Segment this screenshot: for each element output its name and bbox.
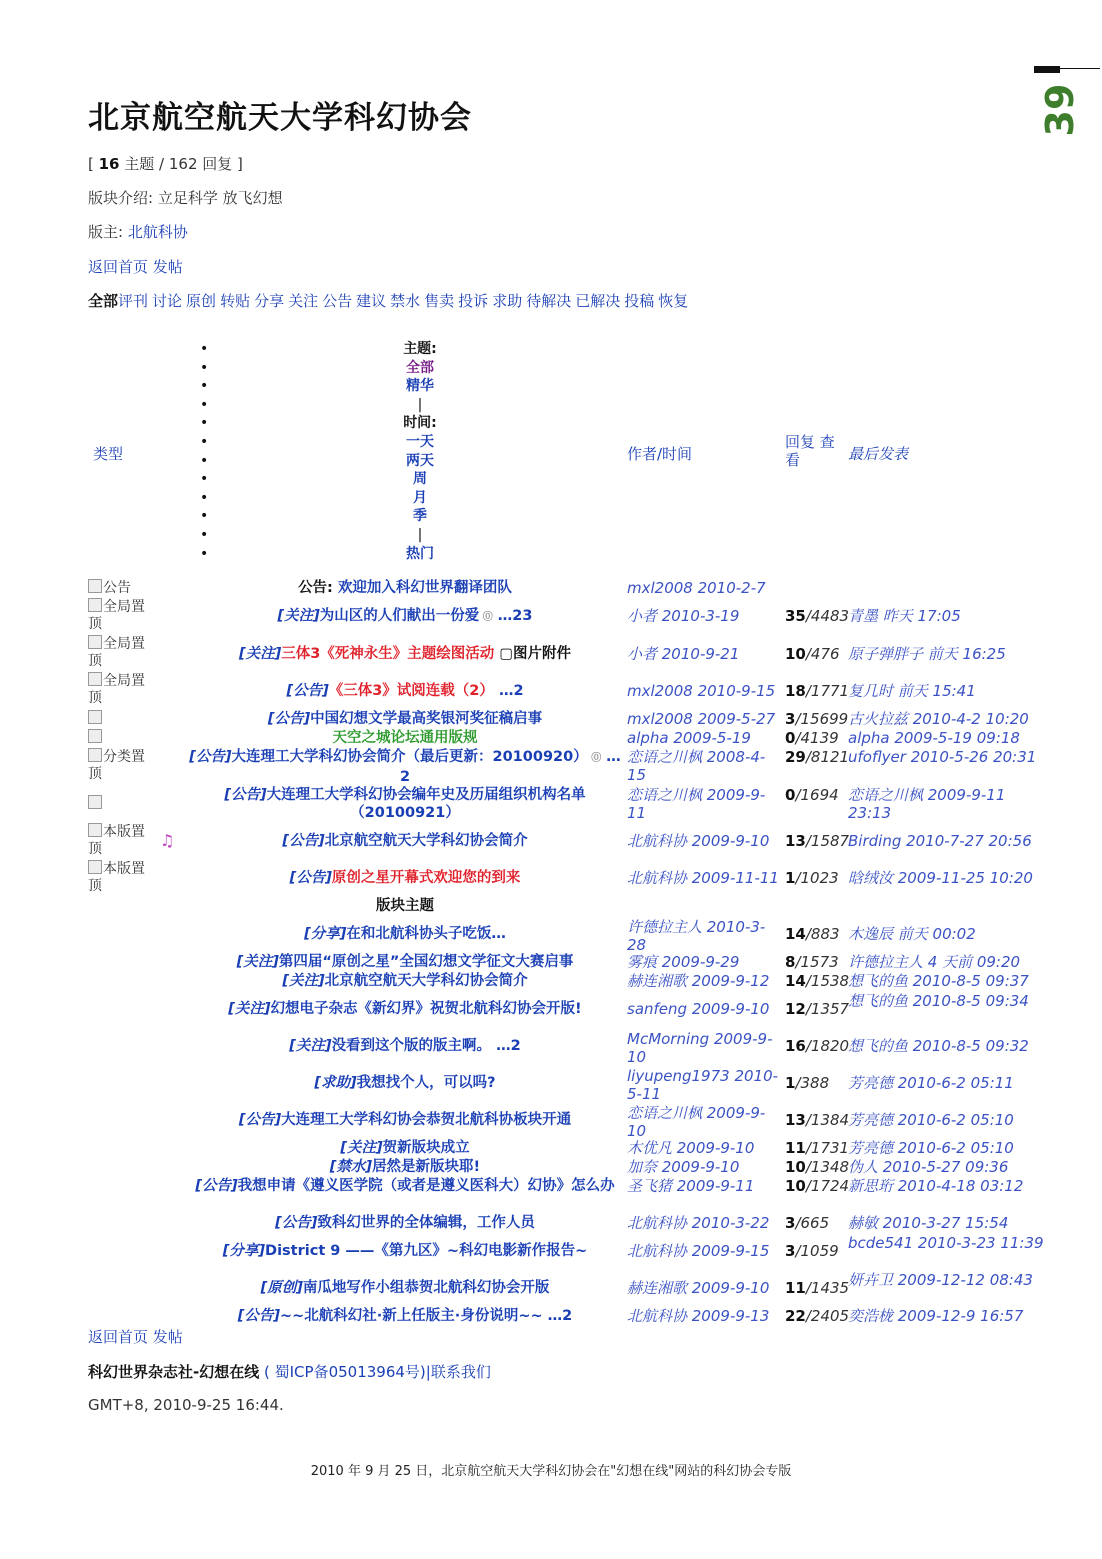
home-link[interactable]: 返回首页 <box>88 258 149 276</box>
broken-image-icon <box>88 860 102 874</box>
thread-reply-count <box>785 1279 849 1297</box>
thread-title-link[interactable]: 大连理工大学科幻协会恭贺北航科协板块开通 <box>281 1112 572 1128</box>
broken-image-icon <box>88 672 102 686</box>
separator: | <box>417 396 423 413</box>
thread-icon <box>88 635 158 670</box>
thread-reply-count <box>785 1074 829 1092</box>
filter-item[interactable]: 建议 <box>356 292 387 310</box>
reply-count: 8 <box>785 953 796 971</box>
page-links[interactable]: …2 <box>542 1308 573 1324</box>
bullet: • <box>200 508 209 525</box>
thread-subject <box>185 1279 625 1297</box>
filter-item[interactable]: 投稿 <box>624 292 655 310</box>
forum-moderator: 版主: 北航科协 <box>88 223 188 241</box>
thread-author[interactable]: 木优凡 2009-9-10 <box>627 1139 755 1157</box>
thread-last-post[interactable]: Birding 2010-7-27 20:56 <box>848 832 1032 850</box>
thread-subject <box>185 607 625 627</box>
view-count: /883 <box>805 925 840 943</box>
header-filter-column <box>360 340 480 563</box>
view-count: /2405 <box>805 1307 850 1325</box>
thread-subject <box>185 1214 625 1232</box>
thread-tag[interactable]: [分享] <box>304 926 347 942</box>
thread-last-post[interactable]: 想飞的鱼 2010-8-5 09:37 <box>848 972 1029 990</box>
filter-item[interactable]: 售卖 <box>424 292 455 310</box>
bullet: • <box>200 471 209 488</box>
thread-reply-count <box>785 729 839 747</box>
section-label: 版块主题 <box>376 898 434 914</box>
bullet: • <box>200 545 209 562</box>
time-label: 时间: <box>403 415 437 432</box>
thread-subject <box>185 710 625 728</box>
view-count: /4139 <box>795 729 839 747</box>
thread-author[interactable]: 赫连湘歌 2009-9-12 <box>627 972 770 990</box>
thread-reply-count <box>785 1242 839 1260</box>
page-number: 39 <box>1038 83 1082 137</box>
thread-tag[interactable]: [分享] <box>222 1243 266 1259</box>
bullet: • <box>200 452 209 469</box>
thread-tag[interactable]: [原创] <box>260 1280 303 1296</box>
thread-subject <box>185 1139 625 1157</box>
thread-icon-label: 分类置顶 <box>88 749 145 782</box>
thread-icon <box>88 710 158 728</box>
thread-subject <box>185 645 625 663</box>
reply-count: 16 <box>785 1037 806 1055</box>
filter-bar <box>88 290 696 311</box>
thread-tag[interactable]: [公告] <box>189 749 232 765</box>
reply-count: 11 <box>785 1279 806 1297</box>
view-count: /1538 <box>805 972 850 990</box>
time-filter-link[interactable]: 月 <box>413 489 427 506</box>
image-attachment-label: ▢图片附件 <box>494 646 572 662</box>
thread-reply-count <box>785 607 849 625</box>
theme-all-link[interactable]: 全部 <box>406 359 434 376</box>
view-count: /1384 <box>805 1111 850 1129</box>
thread-subject <box>185 682 625 700</box>
thread-icon-label: 本版置顶 <box>88 861 145 894</box>
page-marker-bar <box>1034 66 1060 73</box>
thread-icon <box>88 729 158 747</box>
thread-author[interactable]: 许德拉主人 2010-3-28 <box>627 918 766 954</box>
thread-subject <box>185 869 625 887</box>
thread-reply-count <box>785 1177 849 1195</box>
thread-reply-count <box>785 925 840 943</box>
reply-count: 0 <box>785 729 796 747</box>
filter-item[interactable]: 禁水 <box>390 292 421 310</box>
thread-last-post[interactable]: 青墨 昨天 17:05 <box>848 607 961 625</box>
reply-count: 35 <box>785 607 806 625</box>
view-count: /1587 <box>805 832 850 850</box>
reply-count: 3 <box>785 1242 796 1260</box>
thread-reply-count <box>785 748 849 766</box>
icp-link[interactable]: ( 蜀ICP备05013964号) <box>259 1363 426 1381</box>
thread-author[interactable]: 恋语之川枫 2009-9-10 <box>627 1104 766 1140</box>
thread-reply-count <box>785 786 839 804</box>
thread-subject <box>185 1111 625 1129</box>
thread-last-post[interactable]: 赫敏 2010-3-27 15:54 <box>848 1214 1009 1232</box>
bullet: • <box>200 489 209 506</box>
filter-item[interactable]: 转贴 <box>220 292 251 310</box>
thread-title-link[interactable]: 贺新版块成立 <box>382 1140 470 1156</box>
thread-title-link[interactable]: 居然是新版块耶! <box>372 1159 481 1175</box>
thread-title-link[interactable]: 为山区的人们献出一份爱 <box>319 608 480 624</box>
thread-author[interactable]: 恋语之川枫 2009-9-11 <box>627 786 766 822</box>
thread-icon-label: 全局置顶 <box>88 636 145 669</box>
thread-icon-label: 公告 <box>103 580 131 596</box>
top-nav <box>88 256 183 277</box>
bullet: • <box>200 396 209 413</box>
thread-subject <box>185 1000 625 1018</box>
thread-title-link[interactable]: 三体3《死神永生》主题绘图活动 <box>281 646 495 662</box>
page-links[interactable]: …2 <box>491 1038 521 1054</box>
thread-reply-count <box>785 1037 849 1055</box>
thread-subject <box>185 729 625 747</box>
view-count: /1348 <box>805 1158 850 1176</box>
reply-count: 10 <box>785 645 806 663</box>
view-count: /1731 <box>805 1139 850 1157</box>
thread-reply-count <box>785 1214 829 1232</box>
thread-title-link[interactable]: 大连理工大学科幻协会编年史及历届组织机构名单（20100921） <box>266 787 586 821</box>
thread-tag[interactable]: [关注] <box>340 1140 383 1156</box>
reply-count: 0 <box>785 786 796 804</box>
thread-subject <box>185 786 625 822</box>
thread-title-link[interactable]: 原创之星开幕式欢迎您的到来 <box>331 870 521 886</box>
thread-author[interactable]: mxl2008 2009-5-27 <box>627 710 776 728</box>
thread-icon <box>88 598 158 633</box>
filter-item[interactable]: 评刊 <box>118 292 149 310</box>
view-count: /1435 <box>805 1279 850 1297</box>
thread-title-link[interactable]: District 9 ——《第九区》~科幻电影新作报告~ <box>265 1243 588 1259</box>
thread-author[interactable]: 雾痕 2009-9-29 <box>627 953 740 971</box>
thread-reply-count <box>785 972 849 990</box>
thread-last-post[interactable]: bcde541 2010-3-23 11:39 <box>848 1234 1044 1252</box>
thread-subject <box>185 832 625 850</box>
thread-author[interactable]: 赫连湘歌 2009-9-10 <box>627 1279 770 1297</box>
filter-item[interactable]: 投诉 <box>458 292 489 310</box>
thread-last-post[interactable]: 芳亮德 2010-6-2 05:10 <box>848 1139 1014 1157</box>
thread-last-post[interactable]: 恋语之川枫 2009-9-11 23:13 <box>848 786 1006 822</box>
moderator-link[interactable]: 北航科协 <box>127 223 188 241</box>
bullet: • <box>200 359 209 376</box>
thread-last-post[interactable]: 古火拉兹 2010-4-2 10:20 <box>848 710 1029 728</box>
thread-tag[interactable]: [求助] <box>314 1075 357 1091</box>
view-count: /8121 <box>805 748 850 766</box>
thread-reply-count <box>785 1000 849 1018</box>
thread-reply-count <box>785 1307 849 1325</box>
thread-author[interactable]: alpha 2009-5-19 <box>627 729 751 747</box>
theme-label: 主题: <box>403 341 437 357</box>
thread-author[interactable]: 北航科协 2010-3-22 <box>627 1214 770 1232</box>
col-type: 类型 <box>93 445 124 463</box>
thread-title-link[interactable]: 致科幻世界的全体编辑，工作人员 <box>317 1215 535 1231</box>
bullet: • <box>200 415 209 432</box>
reply-count: 14 <box>785 972 806 990</box>
broken-image-icon <box>88 635 102 649</box>
thread-title-link[interactable]: 南瓜地写作小组恭贺北航科幻协会开版 <box>302 1280 550 1296</box>
filter-item[interactable]: 原创 <box>186 292 217 310</box>
thread-title-link[interactable]: 我想申请《遵义医学院（或者是遵义医科大）幻协》怎么办 <box>237 1178 615 1194</box>
thread-reply-count <box>785 953 839 971</box>
bullet: • <box>200 433 209 450</box>
thread-title-link[interactable]: 中国幻想文学最高奖银河奖征稿启事 <box>310 711 543 727</box>
filter-item[interactable]: 关注 <box>288 292 319 310</box>
header-bullets <box>200 340 208 563</box>
thread-title-link[interactable]: 没看到这个版的版主啊。 <box>331 1038 492 1054</box>
thread-last-post[interactable]: 晗绒汝 2009-11-25 10:20 <box>848 869 1033 887</box>
thread-author[interactable]: 小者 2010-9-21 <box>627 645 740 663</box>
forum-intro: 版块介绍: 立足科学 放飞幻想 <box>88 189 283 207</box>
reply-count: 13 <box>785 1111 806 1129</box>
figure-caption: 2010 年 9 月 25 日，北京航空航天大学科幻协会在"幻想在线"网站的科幻协会专版 <box>310 1464 792 1479</box>
thread-tag[interactable]: [关注] <box>228 1001 271 1017</box>
thread-tag[interactable]: [关注] <box>238 646 282 662</box>
thread-subject <box>185 1177 625 1195</box>
separator: | <box>417 526 423 543</box>
thread-title-link[interactable]: 我想找个人，可以吗? <box>356 1075 496 1091</box>
reply-count: 11 <box>785 1139 806 1157</box>
post-link[interactable]: 发帖 <box>152 258 183 276</box>
thread-reply-count <box>785 869 839 887</box>
view-count: /1023 <box>795 869 839 887</box>
thread-icon <box>88 795 158 813</box>
col-last: 最后发表 <box>848 445 909 463</box>
thread-subject <box>185 1037 625 1055</box>
thread-subject <box>185 748 625 786</box>
thread-author[interactable]: 北航科协 2009-11-11 <box>627 869 779 887</box>
thread-last-post[interactable]: 芳亮德 2010-6-2 05:10 <box>848 1111 1014 1129</box>
thread-title-link[interactable]: 天空之城论坛通用版规 <box>332 730 478 746</box>
forum-title: 北京航空航天大学科幻协会 <box>88 100 472 136</box>
thread-subject <box>185 579 625 597</box>
footer-links <box>88 1361 491 1382</box>
thread-icon <box>88 860 158 895</box>
thread-title-link[interactable]: 大连理工大学科幻协会简介（最后更新：20100920） <box>231 749 588 765</box>
reply-count: 3 <box>785 710 796 728</box>
reply-count: 1 <box>785 869 796 887</box>
broken-image-icon <box>88 598 102 612</box>
thread-last-post[interactable]: ufoflyer 2010-5-26 20:31 <box>848 748 1037 766</box>
filter-item[interactable]: 恢复 <box>658 292 689 310</box>
thread-tag[interactable]: [禁水] <box>329 1159 373 1175</box>
thread-last-post[interactable]: 原子弹胖子 前天 16:25 <box>848 645 1006 663</box>
thread-icon <box>88 748 158 783</box>
thread-title-link[interactable]: 欢迎加入科幻世界翻译团队 <box>337 580 512 596</box>
bottom-nav <box>88 1326 183 1347</box>
thread-last-post[interactable]: 想飞的鱼 2010-8-5 09:34 <box>848 992 1029 1010</box>
thread-last-post[interactable]: 妍卉卫 2009-12-12 08:43 <box>848 1271 1033 1289</box>
thread-tag[interactable]: [公告] <box>282 833 325 849</box>
thread-subject <box>185 1307 625 1325</box>
view-count: /15699 <box>795 710 849 728</box>
thread-last-post[interactable]: 木逸辰 前天 00:02 <box>848 925 976 943</box>
time-filter-link[interactable]: 两天 <box>406 452 434 469</box>
thread-subject <box>185 972 625 990</box>
thread-author[interactable]: sanfeng 2009-9-10 <box>627 1000 770 1018</box>
broken-image-icon <box>88 710 102 724</box>
thread-title-link[interactable]: 北京航空航天大学科幻协会简介 <box>324 833 528 849</box>
thread-subject <box>185 1242 625 1260</box>
col-replies: 回复 查看 <box>785 433 835 469</box>
filter-item[interactable]: 求助 <box>492 292 523 310</box>
hot-link[interactable]: 热门 <box>406 545 434 562</box>
thread-author[interactable]: mxl2008 2010-9-15 <box>627 682 776 700</box>
reply-count: 10 <box>785 1158 806 1176</box>
filter-all[interactable]: 全部 <box>88 292 119 310</box>
view-count: /1357 <box>805 1000 850 1018</box>
contact-link[interactable]: |联系我们 <box>425 1363 491 1381</box>
thread-title-link[interactable]: 在和北航科协头子吃饭… <box>346 926 506 942</box>
time-filter-link[interactable]: 季 <box>413 508 427 525</box>
filter-item[interactable]: 讨论 <box>152 292 183 310</box>
thread-author[interactable]: 小者 2010-3-19 <box>627 607 740 625</box>
view-count: /1771 <box>805 682 850 700</box>
filter-item[interactable]: 待解决 <box>526 292 572 310</box>
thread-title-link[interactable]: 第四届“原创之星”全国幻想文学征文大赛启事 <box>278 954 574 970</box>
view-count: /1724 <box>805 1177 850 1195</box>
filter-item[interactable]: 已解决 <box>575 292 621 310</box>
thread-title-link[interactable]: ~~北航科幻社·新上任版主·身份说明~~ <box>280 1308 543 1324</box>
thread-tag[interactable]: [关注] <box>277 608 320 624</box>
thread-last-post[interactable]: 芳亮德 2010-6-2 05:11 <box>848 1074 1014 1092</box>
thread-subject <box>185 1158 625 1176</box>
thread-last-post[interactable]: 许德拉主人 4 天前 09:20 <box>848 953 1021 971</box>
thread-tag[interactable]: [公告] <box>238 1112 282 1128</box>
thread-author[interactable]: 北航科协 2009-9-13 <box>627 1307 770 1325</box>
post-link-bottom[interactable]: 发帖 <box>152 1328 183 1346</box>
thread-icon-label: 本版置顶 <box>88 824 145 857</box>
page-links[interactable]: …2 <box>493 683 524 699</box>
col-author: 作者/时间 <box>627 445 693 463</box>
thread-author[interactable]: 恋语之川枫 2008-4-15 <box>627 748 766 784</box>
page-links[interactable]: …23 <box>492 608 533 624</box>
thread-last-post[interactable]: 奕浩栊 2009-12-9 16:57 <box>848 1307 1024 1325</box>
thread-reply-count <box>785 832 849 850</box>
thread-icon-label: 全局置顶 <box>88 599 145 632</box>
thread-tag[interactable]: [关注] <box>282 973 325 989</box>
thread-author[interactable]: 圣飞猪 2009-9-11 <box>627 1177 755 1195</box>
music-note-icon: ♫ <box>160 831 175 850</box>
thread-tag[interactable]: [公告] <box>286 683 329 699</box>
reply-count: 10 <box>785 1177 806 1195</box>
thread-subject <box>185 925 625 943</box>
page-marker-line <box>1060 68 1100 69</box>
thread-reply-count <box>785 682 849 700</box>
view-count: /388 <box>795 1074 830 1092</box>
thread-last-post[interactable]: alpha 2009-5-19 09:18 <box>848 729 1020 747</box>
filter-item[interactable]: 公告 <box>322 292 353 310</box>
thread-reply-count <box>785 645 840 663</box>
broken-image-icon <box>88 823 102 837</box>
broken-image-icon <box>88 748 102 762</box>
thread-tag[interactable]: [关注] <box>236 954 279 970</box>
thread-tag[interactable]: [公告] <box>289 870 332 886</box>
view-count: /1059 <box>795 1242 839 1260</box>
reply-count: 29 <box>785 748 806 766</box>
thread-tag[interactable]: [公告] <box>275 1215 318 1231</box>
view-count: /4483 <box>805 607 850 625</box>
thread-reply-count <box>785 1139 849 1157</box>
thread-title-link[interactable]: 《三体3》试阅连载（2） <box>328 683 494 699</box>
view-count: /1694 <box>795 786 839 804</box>
bullet: • <box>200 378 209 395</box>
thread-tag[interactable]: [关注] <box>289 1038 332 1054</box>
page-links[interactable]: …2 <box>399 749 621 785</box>
footer-time: GMT+8, 2010-9-25 16:44. <box>88 1396 284 1414</box>
reply-count: 1 <box>785 1074 796 1092</box>
thread-reply-count <box>785 710 848 728</box>
view-count: /476 <box>805 645 840 663</box>
forum-stats: [ 16 主题 / 162 回复 ] <box>88 155 243 173</box>
broken-image-icon <box>88 729 102 743</box>
thread-author[interactable]: mxl2008 2010-2-7 <box>627 579 766 597</box>
reply-count: 13 <box>785 832 806 850</box>
thread-reply-count <box>785 1158 849 1176</box>
thread-icon-label: 全局置顶 <box>88 673 145 706</box>
time-filter-link[interactable]: 一天 <box>406 433 434 450</box>
filter-item[interactable]: 分享 <box>254 292 285 310</box>
thread-reply-count <box>785 1111 849 1129</box>
bullet: • <box>200 341 209 357</box>
view-count: /665 <box>795 1214 830 1232</box>
thread-last-post[interactable]: 伪人 2010-5-27 09:36 <box>848 1158 1009 1176</box>
broken-image-icon <box>88 795 102 809</box>
thread-icon <box>88 672 158 707</box>
reply-count: 12 <box>785 1000 806 1018</box>
thread-subject <box>185 953 625 971</box>
thread-tag[interactable]: 公告: <box>298 580 333 596</box>
view-count: /1820 <box>805 1037 850 1055</box>
thread-author[interactable]: liyupeng1973 2010-5-11 <box>627 1067 779 1103</box>
reply-count: 3 <box>785 1214 796 1232</box>
thread-icon <box>88 579 158 597</box>
thread-author[interactable]: 北航科协 2009-9-10 <box>627 832 770 850</box>
thread-tag[interactable]: [公告] <box>267 711 311 727</box>
attachment-clip-icon: ⓪ <box>479 612 493 623</box>
broken-image-icon <box>88 579 102 593</box>
thread-author[interactable]: 北航科协 2009-9-15 <box>627 1242 770 1260</box>
theme-elite-link[interactable]: 精华 <box>406 378 434 395</box>
thread-subject <box>185 1074 625 1092</box>
thread-title-link[interactable]: 北京航空航天大学科幻协会简介 <box>324 973 528 989</box>
reply-count: 14 <box>785 925 806 943</box>
thread-last-post[interactable]: 复几时 前天 15:41 <box>848 682 976 700</box>
attachment-clip-icon: ⓪ <box>587 753 602 764</box>
home-link-bottom[interactable]: 返回首页 <box>88 1328 149 1346</box>
thread-tag[interactable]: [公告] <box>195 1178 238 1194</box>
thread-last-post[interactable]: 新思珩 2010-4-18 03:12 <box>848 1177 1024 1195</box>
time-filter-link[interactable]: 周 <box>413 471 427 488</box>
reply-count: 22 <box>785 1307 806 1325</box>
thread-author[interactable]: 加奈 2009-9-10 <box>627 1158 740 1176</box>
site-link[interactable]: 科幻世界杂志社-幻想在线 <box>88 1363 260 1381</box>
reply-count: 18 <box>785 682 806 700</box>
bullet: • <box>200 526 209 543</box>
view-count: /1573 <box>795 953 839 971</box>
thread-title-link[interactable]: 幻想电子杂志《新幻界》祝贺北航科幻协会开版! <box>270 1001 582 1017</box>
thread-last-post[interactable]: 想飞的鱼 2010-8-5 09:32 <box>848 1037 1029 1055</box>
thread-tag[interactable]: [公告] <box>224 787 267 803</box>
thread-tag[interactable]: [公告] <box>237 1308 280 1324</box>
thread-author[interactable]: McMorning 2009-9-10 <box>627 1030 773 1066</box>
thread-icon <box>88 823 158 858</box>
